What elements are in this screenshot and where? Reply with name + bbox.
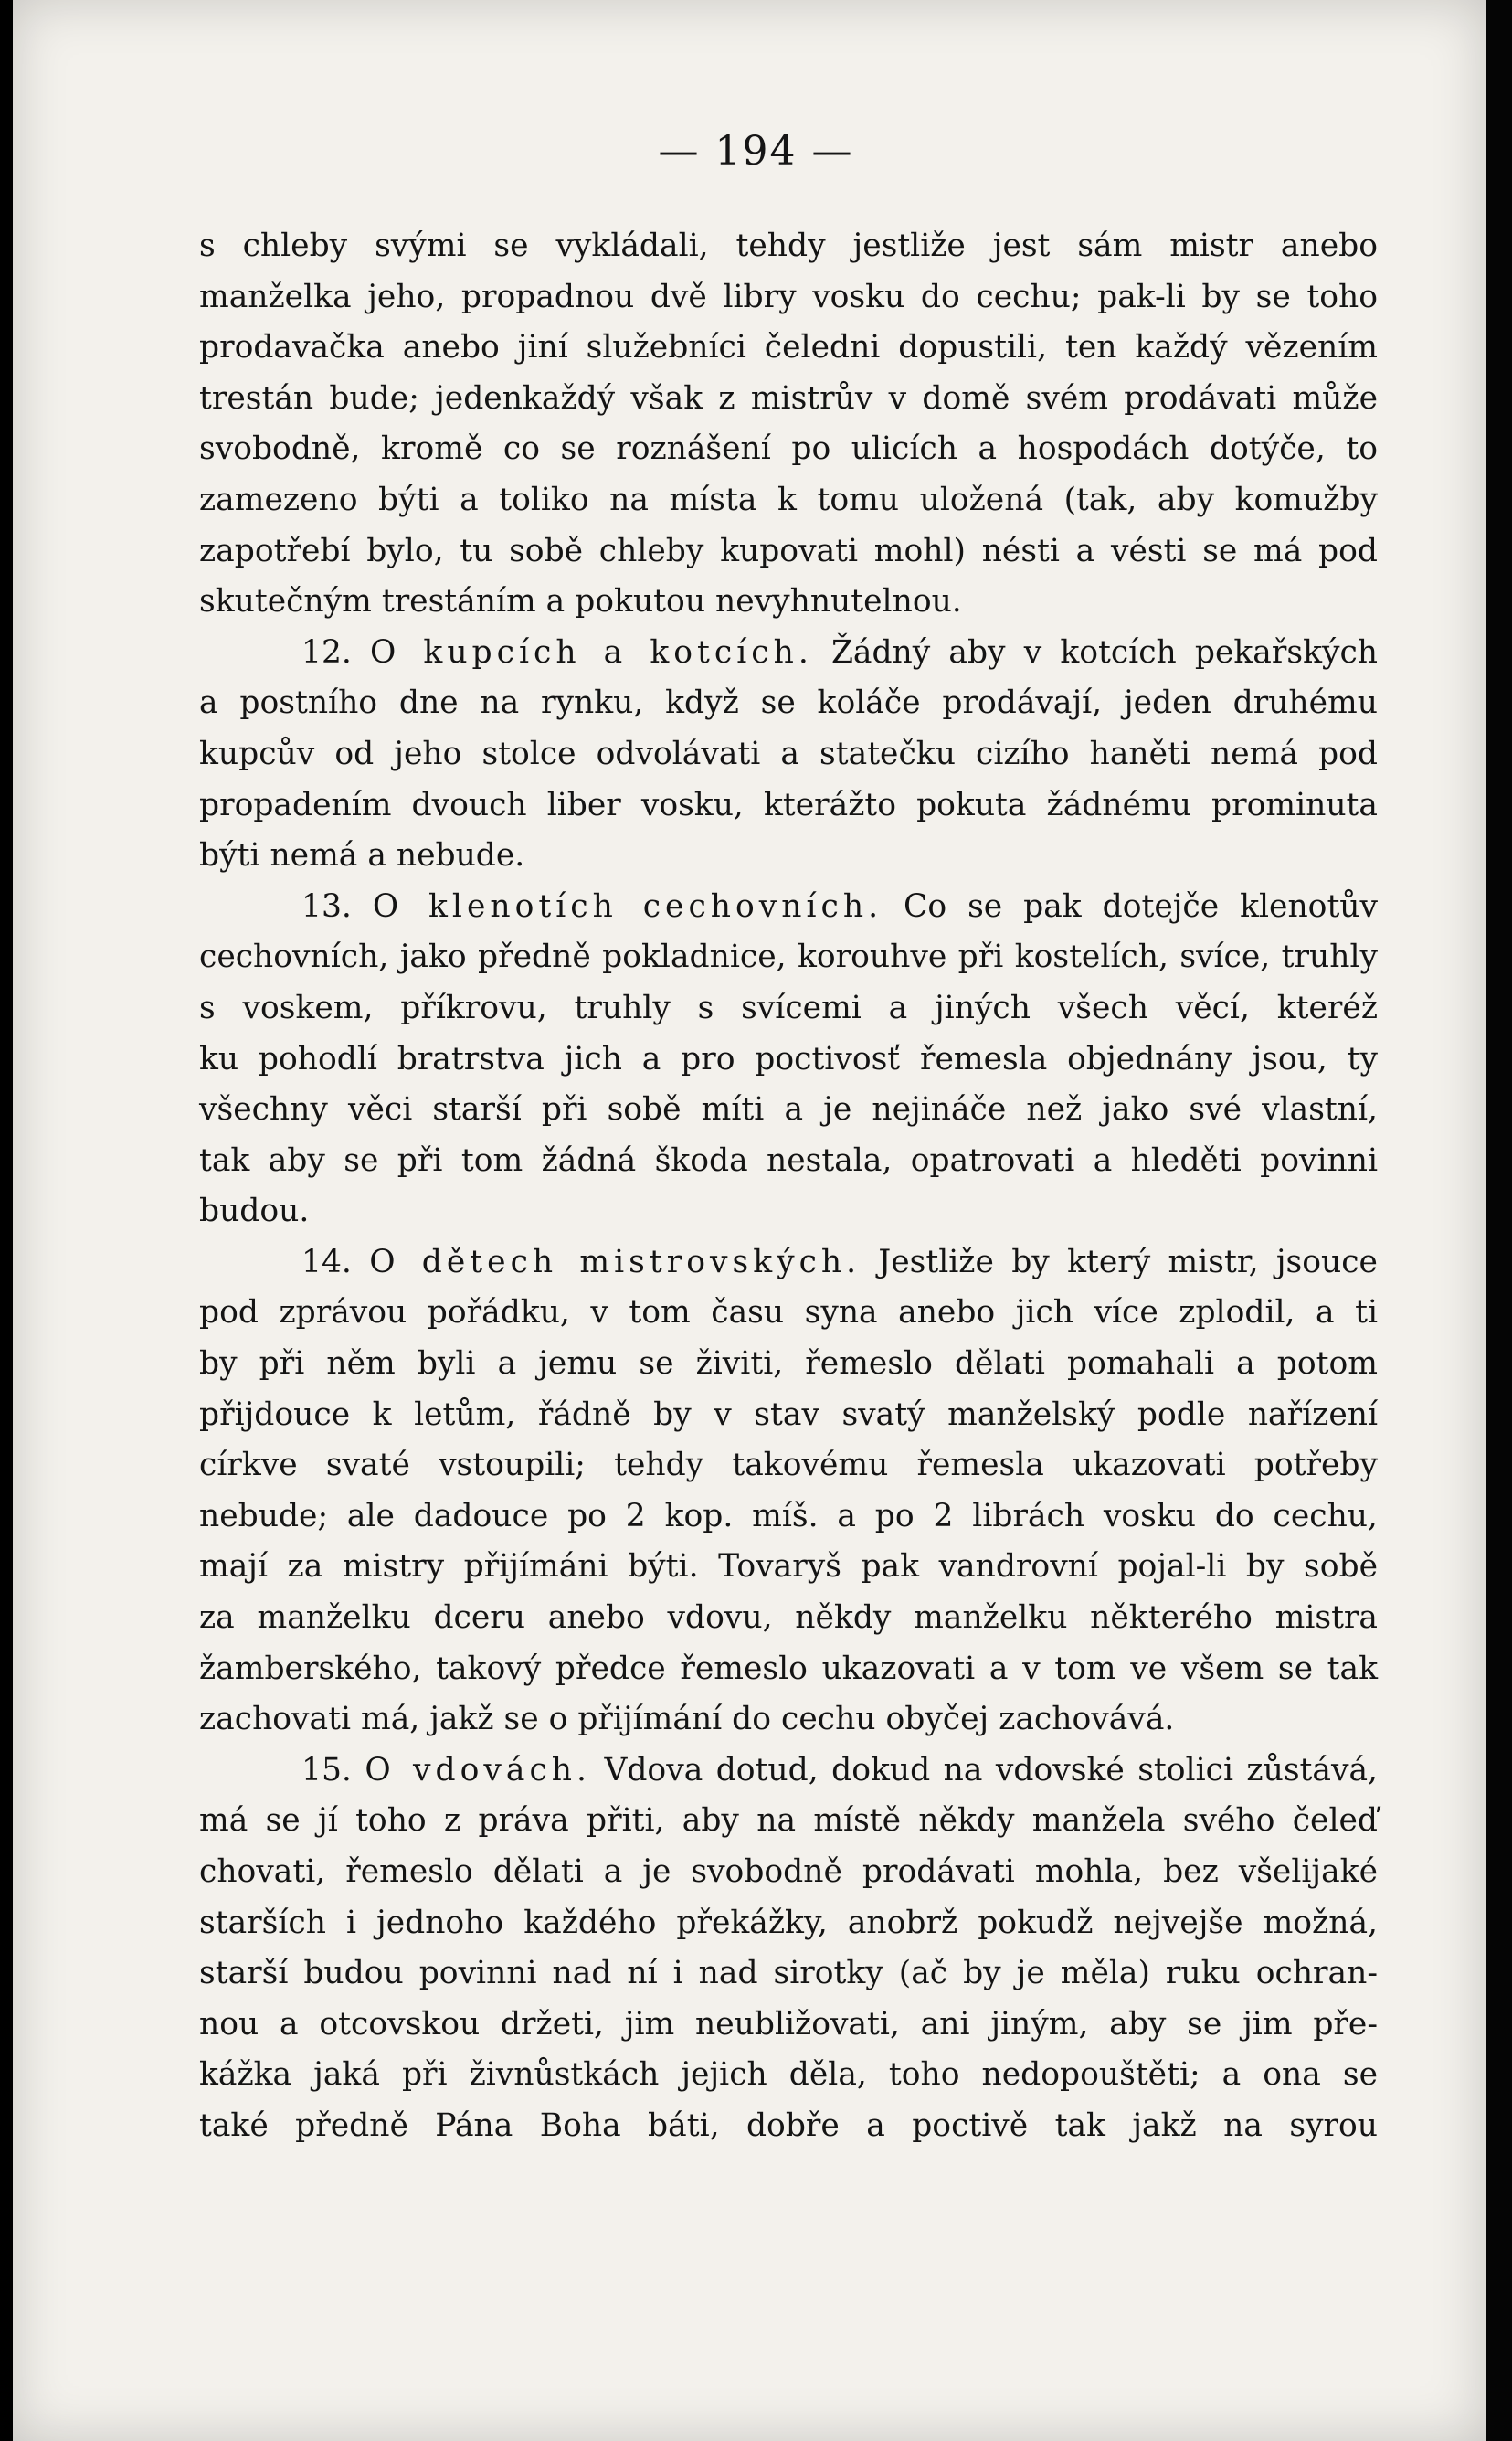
text-line: zapotřebí bylo, tu sobě chleby kupovati mohl) nésti a vésti se má pod [199,532,1378,569]
paragraph-continuation [199,221,1378,628]
text-line: mají za mistry přijímáni býti. Tovaryš pak vandrovní pojal-li by sobě [199,1548,1378,1586]
section-number: 12. [301,633,352,671]
section-first-line [199,1746,1378,1797]
section-heading: O dětech mistrovských. [369,1243,862,1280]
text-line: skutečným trestáním a pokutou nevyhnutelnou. [199,583,962,621]
section-number: 14. [301,1243,352,1280]
body-text [199,221,1378,2152]
section-15 [199,1746,1378,2152]
section-first-line-text: Co se pak dotejče klenotův [903,887,1379,925]
scan-border [1486,0,1512,2441]
text-line: prodavačka anebo jiní služebníci čeledni dopustili, ten každý vězením [199,329,1378,366]
text-line: starších i jednoho každého překážky, anobrž pokudž nejvejše možná, [199,1904,1378,1941]
text-line: ku pohodlí bratrstva jich a pro poctivosť řemesla objednány jsou, ty [199,1040,1378,1077]
text-line: zamezeno býti a toliko na místa k tomu uložená (tak, aby komužby [199,481,1378,518]
text-line: by při něm byli a jemu se živiti, řemeslo dělati pomahali a potom [199,1345,1378,1383]
section-heading: O kupcích a kotcích. [370,633,813,671]
text-line: nebude; ale dadouce po 2 kop. míš. a po 2 librách vosku do cechu, [199,1497,1378,1534]
section-heading: O vdovách. [365,1751,591,1788]
section-first-line [199,882,1378,933]
section-heading: O klenotích cechovních. [372,887,883,925]
section-first-line-text: Žádný aby v kotcích pekařských [830,633,1379,671]
text-line: církve svaté vstoupili; tehdy takovému řemesla ukazovati potřeby [199,1447,1378,1484]
text-line: za manželku dceru anebo vdovu, někdy manželku některého mistra [199,1599,1378,1637]
page-number: — 194 — [658,128,854,175]
section-first-line [199,1237,1378,1289]
text-line: s voskem, příkrovu, truhly s svícemi a jiných všech věcí, kteréž [199,989,1378,1026]
text-line: nou a otcovskou držeti, jim neubližovati, ani jiným, aby se jim pře- [199,2005,1378,2043]
text-line: s chleby svými se vykládali, tehdy jestliže jest sám mistr anebo [199,228,1378,264]
text-line: manželka jeho, propadnou dvě libry vosku do cechu; pak-li by se toho [199,278,1378,315]
text-line: cechovních, jako předně pokladnice, korouhve při kostelích, svíce, truhly [199,939,1378,976]
text-line: žamberského, takový předce řemeslo ukazovati a v tom ve všem se tak [199,1650,1378,1687]
text-line: má se jí toho z práva přiti, aby na místě někdy manžela svého čeleď [199,1802,1378,1840]
section-number: 13. [301,887,352,925]
text-line: kážka jaká při živnůstkách jejich děla, toho nedopouštěti; a ona se [199,2056,1378,2094]
text-line: chovati, řemeslo dělati a je svobodně prodávati mohla, bez všelijaké [199,1853,1378,1890]
text-line: propadením dvouch liber vosku, kterážto pokuta žádnému prominuta [199,786,1378,823]
text-line: pod zprávou pořádku, v tom času syna anebo jich více zplodil, a ti [199,1294,1378,1332]
text-line: a postního dne na rynku, když se koláče prodávají, jeden druhému [199,685,1378,722]
text-line: starší budou povinni nad ní i nad sirotky (ač by je měla) ruku ochran- [199,1955,1378,1992]
text-line: kupcův od jeho stolce odvolávati a statečku cizího haněti nemá pod [199,735,1378,772]
section-first-line-text: Jestliže by který mistr, jsouce [878,1243,1378,1280]
section-number: 15. [301,1751,352,1788]
section-12 [199,628,1378,882]
text-line: všechny věci starší při sobě míti a je nejináče než jako své vlastní, [199,1091,1378,1129]
section-first-line [199,628,1378,679]
text-line: tak aby se při tom žádná škoda nestala, opatrovati a hleděti povinni [199,1141,1378,1179]
section-first-line-text: Vdova dotud, dokud na vdovské stolici zůstává, [604,1751,1378,1788]
section-13 [199,882,1378,1237]
text-line: budou. [199,1193,310,1230]
section-14 [199,1237,1378,1746]
text-line: přijdouce k letům, řádně by v stav svatý manželský podle nařízení [199,1396,1378,1433]
text-line: zachovati má, jakž se o přijímání do cechu obyčej zachovává. [199,1701,1175,1738]
text-line: trestán bude; jedenkaždý však z mistrův v domě svém prodávati může [199,379,1378,417]
text-line: také předně Pána Boha báti, dobře a poctivě tak jakž na syrou [199,2107,1378,2144]
text-line: svobodně, kromě co se roznášení po ulicích a hospodách dotýče, to [199,430,1378,468]
text-line: býti nemá a nebude. [199,837,525,875]
